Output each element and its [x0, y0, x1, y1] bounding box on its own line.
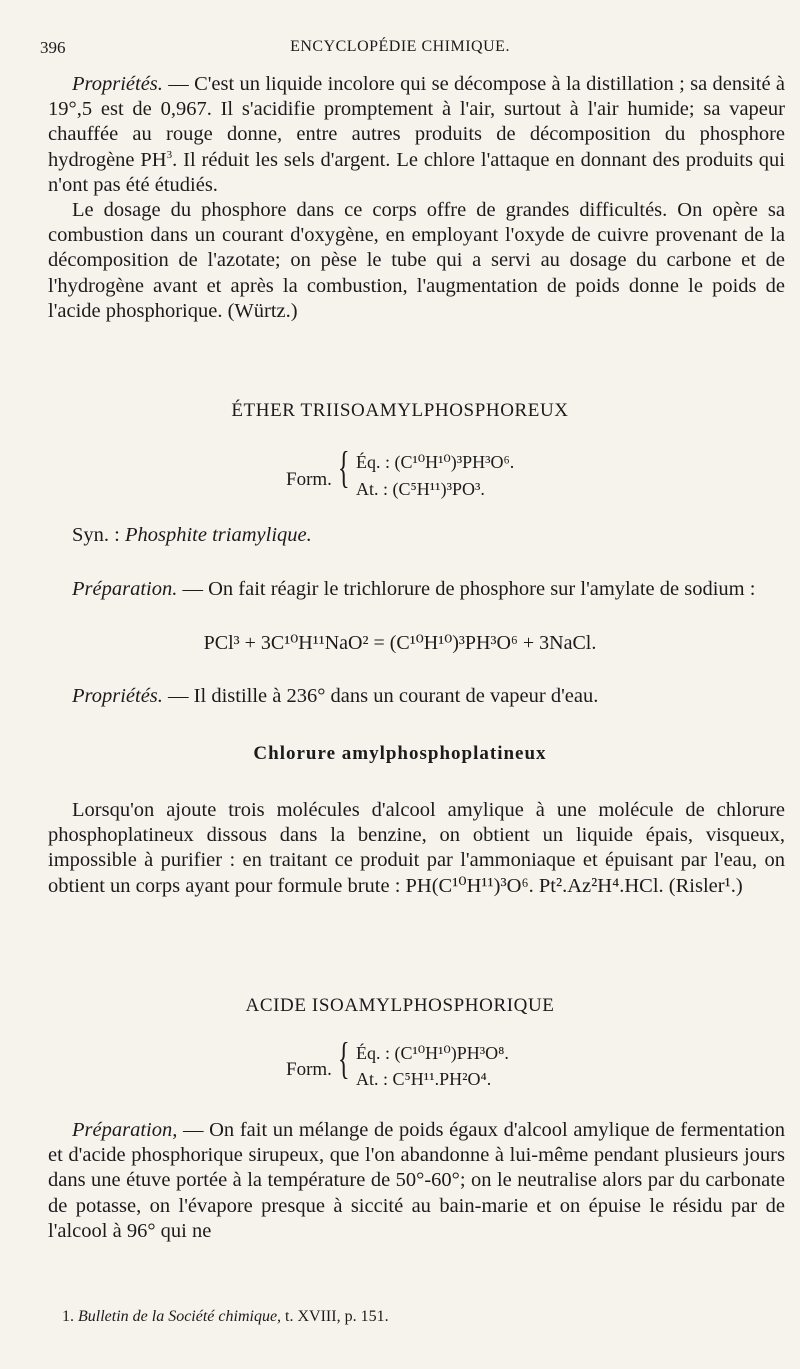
section-title-ether: ÉTHER TRIISOAMYLPHOSPHOREUX	[231, 400, 569, 421]
eq-label: Éq. :	[356, 452, 395, 472]
eq-value: (C¹⁰H¹⁰)³PH³O⁶.	[394, 452, 515, 472]
properties-text: — C'est un liquide incolore qui se décompose à la distillation ; sa densité à 19°,5 est de 0,967. Il s'acidifie promptement à l'air, surtout à l'air humide; sa vapeur chauffée au rouge donne, entre autres produits de décomposition du phosphore hydrogène PH	[48, 73, 785, 171]
eq-value-acide: (C¹⁰H¹⁰)PH³O⁸.	[394, 1043, 509, 1063]
page-header	[40, 38, 760, 64]
eq-label-acide: Éq. :	[356, 1043, 395, 1063]
paragraph-properties	[48, 72, 785, 324]
prep-label-acide: Préparation,	[72, 1119, 178, 1141]
syn-label: Syn. :	[72, 524, 125, 546]
brace-acide: {	[338, 1034, 350, 1083]
brace: {	[338, 443, 350, 492]
at-value: (C⁵H¹¹)³PO³.	[392, 479, 485, 499]
footnote-source: Bulletin de la Société chimique,	[78, 1308, 282, 1325]
at-value-acide: C⁵H¹¹.PH²O⁴.	[392, 1069, 492, 1089]
prop-text: — Il distille à 236° dans un courant de vapeur d'eau.	[162, 685, 599, 707]
section-title-acide: ACIDE ISOAMYLPHOSPHORIQUE	[245, 995, 555, 1016]
prep-text-acide: — On fait un mélange de poids égaux d'alcool amylique de fermentation et d'acide phosphorique sirupeux, que l'on abandonne à lui-même pendant plusieurs jours dans une étuve portée à la température de 50°-60°; on le neutralise alors par du carbonate de potasse, on l'évapore presque à siccité au bain-marie et on épuise le résidu par de l'alcool à 96° qui ne	[48, 1119, 785, 1242]
page-number: 396	[40, 38, 66, 57]
properties-tail: . Il réduit les sels d'argent. Le chlore l'attaque en donnant des produits qui n'ont pas été étudiés.	[48, 148, 786, 196]
at-label: At. :	[356, 479, 393, 499]
footnote-number: 1.	[62, 1308, 78, 1325]
prop-label: Propriétés.	[72, 685, 163, 707]
properties-label: Propriétés.	[72, 73, 163, 95]
at-label-acide: At. :	[356, 1069, 393, 1089]
prep-text: — On fait réagir le trichlorure de phosphore sur l'amylate de sodium :	[177, 578, 756, 600]
synonym-line	[72, 524, 800, 547]
paragraph-preparation-ether	[48, 577, 785, 602]
footnote	[62, 1308, 389, 1326]
form-word: Form.	[286, 469, 332, 490]
paragraph-preparation-acide	[48, 1118, 785, 1244]
form-word-acide: Form.	[286, 1059, 332, 1080]
chlorure-text: Lorsqu'on ajoute trois molécules d'alcool amylique à une molécule de chlorure phosphoplatineux dissous dans la benzine, on obtient un liquide épais, visqueux, impossible à purifier : en traitant ce produit par l'ammoniaque et épuisant par l'eau, on obtient un corps ayant pour formule brute : PH(C¹⁰H¹¹)³O⁶. Pt².Az²H⁴.HCl. (Risler¹.)	[48, 799, 785, 897]
reaction-equation: PCl³ + 3C¹⁰H¹¹NaO² = (C¹⁰H¹⁰)³PH³O⁶ + 3NaCl.	[203, 632, 597, 654]
paragraph-chlorure	[48, 798, 785, 899]
syn-value: Phosphite triamylique.	[124, 524, 312, 546]
footnote-ref: t. XVIII, p. 151.	[281, 1308, 389, 1325]
paragraph-dosage: Le dosage du phosphore dans ce corps offre de grandes difficultés. On opère sa combustion dans un courant d'oxygène, en employant l'oxyde de cuivre provenant de la décomposition de l'azotate; on pèse le tube qui a servi au dosage du carbone et de l'hydrogène avant et après la combustion, l'augmentation de poids donne le poids de l'acide phosphorique. (Würtz.)	[48, 199, 785, 322]
paragraph-properties-ether	[48, 684, 785, 709]
section-title-chlorure: Chlorure amylphosphoplatineux	[253, 743, 547, 764]
prep-label: Préparation.	[72, 578, 178, 600]
properties-sup: 3	[166, 148, 173, 161]
running-title: ENCYCLOPÉDIE CHIMIQUE.	[290, 38, 510, 55]
